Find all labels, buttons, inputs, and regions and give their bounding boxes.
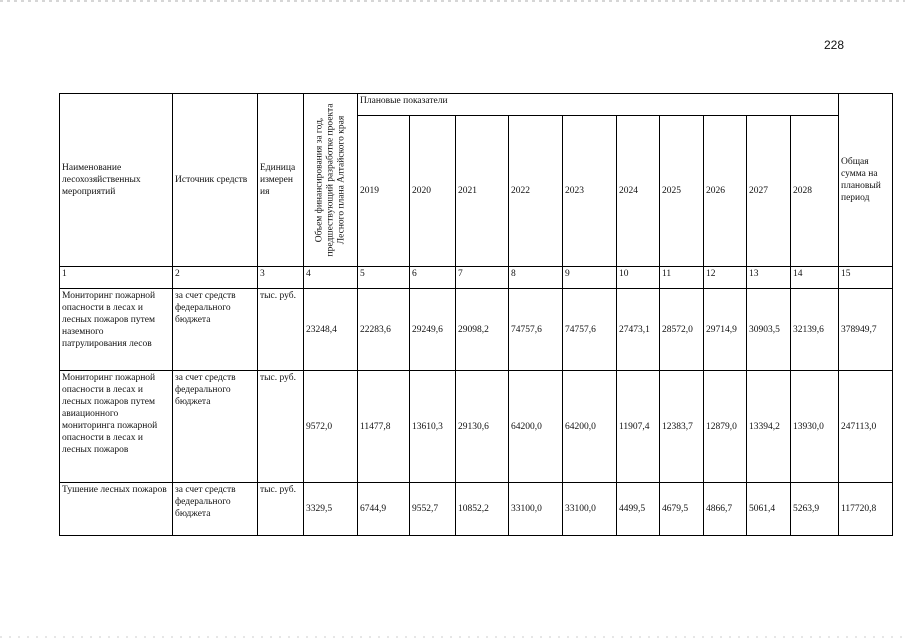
- index-cell: 7: [456, 267, 509, 289]
- row-source: за счет средств федерального бюджета: [173, 483, 258, 536]
- header-prev-volume: Объем финансирования за год, предшествующий разработке проекта Лесного плана Алтайского края: [314, 103, 346, 257]
- index-cell: 8: [509, 267, 563, 289]
- row-value: 13930,0: [791, 371, 839, 483]
- row-value: 4499,5: [617, 483, 660, 536]
- row-value: 29098,2: [456, 289, 509, 371]
- year-2025: 2025: [660, 116, 704, 267]
- scan-edge-bottom: [0, 636, 905, 638]
- year-2027: 2027: [747, 116, 791, 267]
- row-value: 28572,0: [660, 289, 704, 371]
- index-row: [60, 267, 893, 289]
- year-2023: 2023: [563, 116, 617, 267]
- header-unit-line2: измерен: [260, 175, 293, 185]
- year-2024: 2024: [617, 116, 660, 267]
- index-cell: 14: [791, 267, 839, 289]
- index-cell: 6: [410, 267, 456, 289]
- table-row: [60, 483, 893, 536]
- index-cell: 9: [563, 267, 617, 289]
- index-cell: 4: [304, 267, 358, 289]
- index-cell: 10: [617, 267, 660, 289]
- table-row: [60, 371, 893, 483]
- header-planned: Плановые показатели: [358, 94, 839, 116]
- row-total: 247113,0: [839, 371, 893, 483]
- index-cell: 5: [358, 267, 410, 289]
- row-value: 9552,7: [410, 483, 456, 536]
- row-total: 117720,8: [839, 483, 893, 536]
- row-value: 29130,6: [456, 371, 509, 483]
- row-value: 30903,5: [747, 289, 791, 371]
- row-value: 13610,3: [410, 371, 456, 483]
- year-2021: 2021: [456, 116, 509, 267]
- row-value: 5061,4: [747, 483, 791, 536]
- forest-plan-table: [59, 93, 893, 536]
- row-value: 33100,0: [509, 483, 563, 536]
- row-value: 12879,0: [704, 371, 747, 483]
- row-value: 11907,4: [617, 371, 660, 483]
- index-cell: 11: [660, 267, 704, 289]
- row-unit: тыс. руб.: [258, 483, 304, 536]
- row-value: 4866,7: [704, 483, 747, 536]
- row-prev: 3329,5: [304, 483, 358, 536]
- row-total: 378949,7: [839, 289, 893, 371]
- header-unit-line1: Единица: [260, 163, 296, 173]
- row-value: 5263,9: [791, 483, 839, 536]
- row-prev: 9572,0: [304, 371, 358, 483]
- row-value: 11477,8: [358, 371, 410, 483]
- index-cell: 15: [839, 267, 893, 289]
- header-name: Наименование лесохозяйственных мероприятий: [60, 94, 173, 267]
- row-source: за счет средств федерального бюджета: [173, 289, 258, 371]
- row-value: 10852,2: [456, 483, 509, 536]
- row-value: 29249,6: [410, 289, 456, 371]
- page-number: 228: [824, 38, 845, 52]
- year-2019: 2019: [358, 116, 410, 267]
- header-source: Источник средств: [173, 94, 258, 267]
- row-value: 13394,2: [747, 371, 791, 483]
- table-row: [60, 289, 893, 371]
- row-value: 33100,0: [563, 483, 617, 536]
- header-prev-volume-cell: [304, 94, 358, 267]
- row-value: 74757,6: [563, 289, 617, 371]
- row-value: 27473,1: [617, 289, 660, 371]
- index-cell: 1: [60, 267, 173, 289]
- row-name: Тушение лесных пожаров: [60, 483, 173, 536]
- header-total: Общая сумма на плановый период: [839, 94, 893, 267]
- year-2020: 2020: [410, 116, 456, 267]
- row-value: 64200,0: [563, 371, 617, 483]
- index-cell: 3: [258, 267, 304, 289]
- row-value: 32139,6: [791, 289, 839, 371]
- index-cell: 12: [704, 267, 747, 289]
- scan-edge-top: [0, 0, 905, 2]
- header-unit: [258, 94, 304, 267]
- year-2022: 2022: [509, 116, 563, 267]
- row-value: 74757,6: [509, 289, 563, 371]
- row-name: Мониторинг пожарной опасности в лесах и лесных пожаров путем авиационного мониторинга пожарной опасности в лесах и лесных пожаров: [60, 371, 173, 483]
- row-value: 22283,6: [358, 289, 410, 371]
- row-unit: тыс. руб.: [258, 289, 304, 371]
- year-2026: 2026: [704, 116, 747, 267]
- row-value: 6744,9: [358, 483, 410, 536]
- year-2028: 2028: [791, 116, 839, 267]
- index-cell: 13: [747, 267, 791, 289]
- header-row-1: [60, 94, 893, 116]
- row-source: за счет средств федерального бюджета: [173, 371, 258, 483]
- row-value: 4679,5: [660, 483, 704, 536]
- index-cell: 2: [173, 267, 258, 289]
- row-unit: тыс. руб.: [258, 371, 304, 483]
- row-value: 29714,9: [704, 289, 747, 371]
- row-prev: 23248,4: [304, 289, 358, 371]
- header-unit-line3: ия: [260, 187, 270, 197]
- row-name: Мониторинг пожарной опасности в лесах и лесных пожаров путем наземного патрулирования лесов: [60, 289, 173, 371]
- row-value: 64200,0: [509, 371, 563, 483]
- row-value: 12383,7: [660, 371, 704, 483]
